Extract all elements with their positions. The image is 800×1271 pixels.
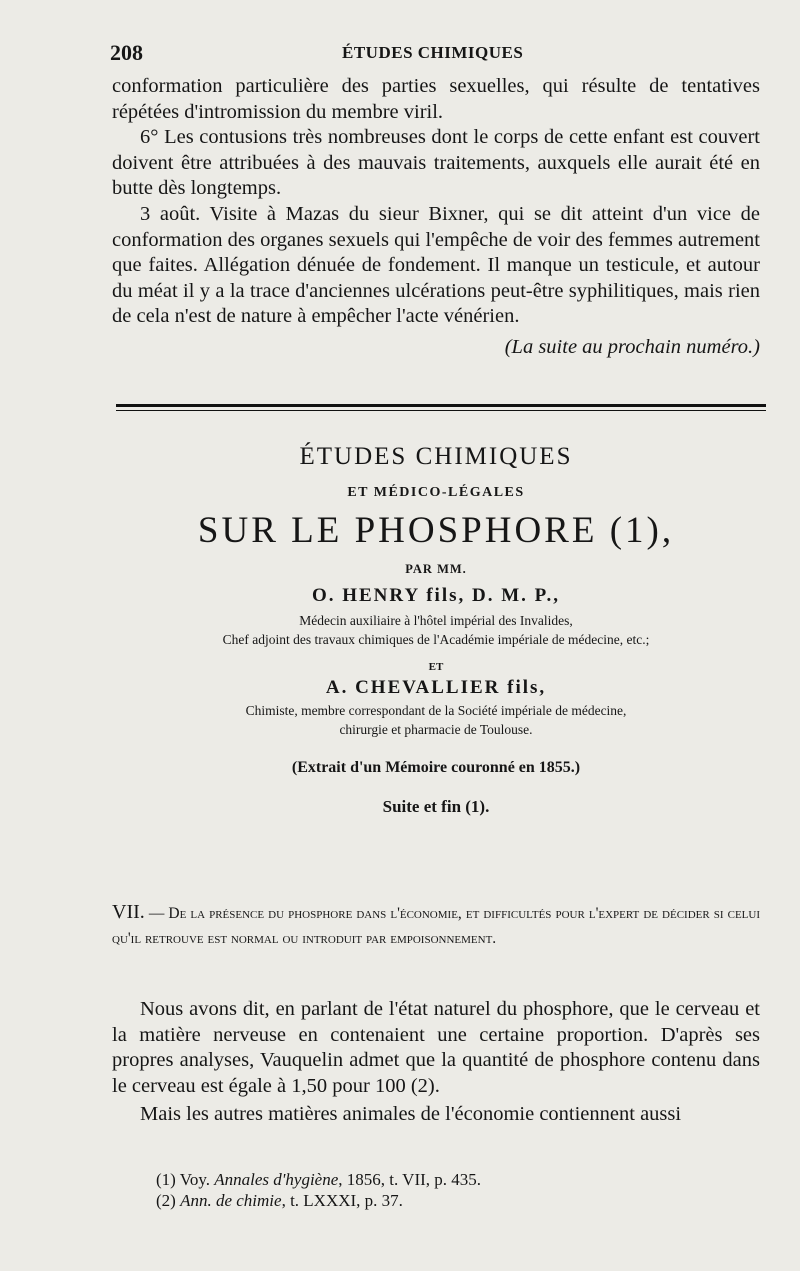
paragraph-continued: conformation particulière des parties sexuelles, qui résulte de tentatives répétées d'intromission du membre viril.	[112, 75, 760, 123]
separator-rule-thin	[116, 410, 766, 411]
article-title-line-3: SUR LE PHOSPHORE (1),	[197, 510, 675, 551]
footnotes	[156, 1169, 760, 1211]
author-chevallier: A. CHEVALLIER fils,	[325, 677, 547, 698]
paragraph-visit-mazas: 3 août. Visite à Mazas du sieur Bixner, qui se dit atteint d'un vice de conformation des organes sexuels qui l'empêche de voir des femmes autrement que faites. Allégation dénuée de fondement. Il manque un testicule, et autour du méat il y a la trace d'anciennes ulcérations peut-être syphilitiques, mais rien de cela n'est de nature à empêcher l'acte vénérien.	[112, 202, 760, 328]
section-vii-title	[112, 900, 760, 951]
footnote-1-mark: (1) Voy.	[156, 1170, 210, 1189]
continuation-note: (La suite au prochain numéro.)	[504, 335, 760, 358]
author-henry: O. HENRY fils, D. M. P.,	[311, 585, 561, 606]
extract-note: (Extrait d'un Mémoire couronné en 1855.)	[291, 759, 581, 776]
section-number: VII.	[112, 901, 145, 923]
author-henry-affiliation-2: Chef adjoint des travaux chimiques de l'Académie impériale de médecine, etc.;	[222, 632, 650, 647]
page-number: 208	[110, 40, 143, 65]
footnote-1	[156, 1169, 760, 1190]
byline-par: PAR MM.	[405, 562, 467, 576]
article-title-line-1: ÉTUDES CHIMIQUES	[299, 443, 573, 470]
separator-rule-thick	[116, 404, 766, 407]
suite-note: Suite et fin (1).	[382, 797, 490, 816]
paragraph-item-6: 6° Les contusions très nombreuses dont le corps de cette enfant est couvert doivent être attribuées à des mauvais traitements, auxquels elle aurait été en butte dès longtemps.	[112, 126, 760, 200]
section-heading	[112, 900, 760, 951]
byline-et: ET	[428, 661, 444, 673]
author-henry-affiliation-1: Médecin auxiliaire à l'hôtel impérial des Invalides,	[299, 613, 573, 628]
article-body	[112, 997, 760, 1128]
author-chevallier-affiliation-2: chirurgie et pharmacie de Toulouse.	[339, 722, 533, 737]
footnote-2-title: Ann. de chimie	[180, 1191, 282, 1210]
footnote-2	[156, 1190, 760, 1211]
body-paragraph-2: Mais les autres matières animales de l'économie contiennent aussi	[140, 1103, 682, 1126]
footnote-1-title: Annales d'hygiène	[214, 1170, 339, 1189]
author-chevallier-affiliation-1: Chimiste, membre correspondant de la Société impériale de médecine,	[245, 703, 627, 718]
article-title-line-2: ET MÉDICO-LÉGALES	[347, 485, 525, 500]
article-heading	[112, 443, 760, 817]
running-head	[110, 40, 760, 70]
footnote-2-rest: , t. LXXXI, p. 37.	[281, 1191, 403, 1210]
body-paragraph-1: Nous avons dit, en parlant de l'état naturel du phosphore, que le cerveau et la matière nerveuse en contenaient une certaine proportion. D'après ses propres analyses, Vauquelin admet que la quantité de phosphore contenu dans le cerveau est égale à 1,50 pour 100 (2).	[112, 998, 760, 1097]
footnote-1-rest: , 1856, t. VII, p. 435.	[338, 1170, 482, 1189]
top-text-block	[112, 74, 760, 359]
footnote-2-mark: (2)	[156, 1191, 176, 1210]
running-title: ÉTUDES CHIMIQUES	[342, 43, 524, 62]
section-title-text: — De la présence du phosphore dans l'économie, et difficultés pour l'expert de décider si celui qu'il retrouve est normal ou introduit par empoisonnement.	[112, 905, 760, 947]
